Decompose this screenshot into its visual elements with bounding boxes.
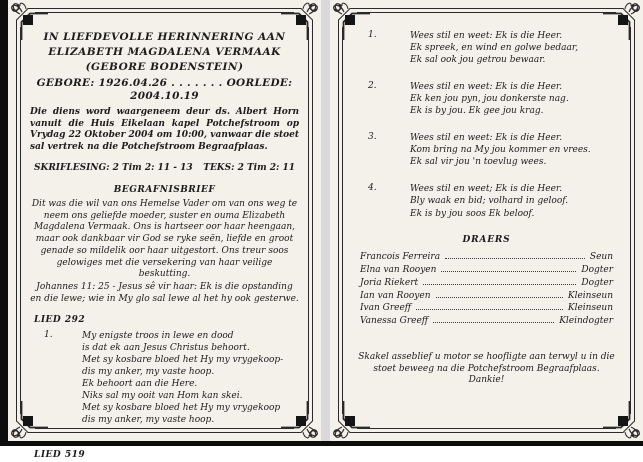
verse-line: Ek is by jou soos Ek beloof. (410, 208, 535, 219)
two-page-spread (8, 0, 643, 461)
verse-line: Met sy kosbare bloed het Hy my vrygekoop- (82, 355, 284, 366)
skriflesing-label: SKRIFLESING: 2 Tim 2: 11 - 13 (34, 162, 193, 173)
scripture-reading-row (30, 163, 299, 175)
pallbearer-row (360, 315, 613, 328)
hymn-verse (352, 132, 621, 168)
verse-line: Niks sal my ooit van Hom kan skei. (82, 391, 243, 402)
title-line-2: ELIZABETH MAGDALENA VERMAAK (48, 46, 281, 59)
verse-number: 3. (368, 132, 377, 143)
pallbearer-name: Vanessa Greeff (360, 316, 429, 327)
verse-lines (410, 132, 591, 168)
pallbearer-name: Francois Ferreira (360, 252, 441, 263)
dotted-leader (423, 284, 576, 285)
verse-number: 4. (368, 183, 377, 194)
verse-line: Wees stil en weet: Ek is die Heer. (410, 31, 563, 41)
dotted-leader (433, 322, 554, 323)
scripture-quote: Johannes 11: 25 - Jesus sê vir haar: Ek is die opstanding en die lewe; wie in My glo sal lewe al het hy ook gesterwe. (30, 281, 299, 304)
pallbearer-row (360, 290, 613, 303)
pallbearer-row (360, 264, 613, 277)
lied-519-heading: LIED 519 (34, 450, 86, 461)
teks-label: TEKS: 2 Tim 2: 11 (203, 162, 295, 173)
verse-line: Wees stil en weet; Ek is die Heer. (410, 184, 563, 195)
dotted-leader (416, 309, 563, 310)
title-line-1: IN LIEFDEVOLLE HERINNERING AAN (43, 31, 286, 43)
hymn-verse (352, 81, 621, 117)
hymn-verse (352, 183, 621, 219)
title-line-3: (GEBORE BODENSTEIN) (85, 61, 244, 74)
verse-line: Ek behoort aan die Here. (82, 379, 198, 390)
verse-line: Ek sal ook jou getrou bewaar. (410, 55, 546, 66)
verse-number: 2. (368, 81, 377, 92)
pallbearer-relation: Kleinseun (567, 303, 613, 314)
verse-line: Ek is by jou. Ek gee jou krag. (410, 106, 544, 117)
pallbearer-row (360, 277, 613, 290)
hymn-verses-list (352, 30, 621, 220)
right-page-content (352, 16, 621, 427)
pallbearer-name: Joria Riekert (360, 277, 419, 288)
verse-line: Ek ken jou pyn, jou donkerste nag. (410, 94, 569, 105)
left-page-content (30, 16, 299, 461)
draers-heading: DRAERS (462, 234, 511, 245)
verse-line: My enigste troos in lewe en dood (82, 330, 234, 341)
verse-line: Bly waak en bid; volhard in geloof. (410, 196, 569, 207)
right-page (330, 0, 643, 441)
lied-292-heading: LIED 292 (34, 315, 86, 326)
verse-line: Wees stil en weet: Ek is die Heer. (410, 133, 563, 144)
pallbearer-relation: Dogter (581, 265, 613, 276)
left-page (8, 0, 321, 461)
pallbearer-relation: Seun (589, 252, 613, 263)
verse-line: Wees stil en weet: Ek is die Heer. (410, 82, 563, 93)
service-details-paragraph: Die diens word waargeneem deur ds. Albert Horn vanuit die Huis Eikelaan kapel Potchefstroom op Vrydag 22 Oktober 2004 om 10:00, vanwaar die stoet sal vertrek na die Potchefstroom Begraafplaas. (30, 106, 299, 152)
verse-number: 1. (368, 30, 377, 40)
birth-death-dates: GEBORE: 1926.04.26 . . . . . . . OORLEDE: 2004.10.19 (36, 76, 293, 103)
verse-line: is dat ek aan Jesus Christus behoort. (82, 342, 250, 353)
dotted-leader (441, 271, 576, 272)
verse-lines (410, 81, 569, 117)
verse-lines (410, 183, 568, 219)
verse-line: Ek sal vir jou 'n toevlug wees. (410, 157, 547, 168)
pallbearer-relation: Kleindogter (559, 316, 613, 327)
verse-line: Met sy kosbare bloed het Hy my vrygekoop (82, 403, 281, 414)
verse-number: 1. (44, 329, 53, 340)
verse-lines (82, 330, 283, 426)
pallbearer-relation: Kleinseun (567, 290, 613, 301)
pallbearer-name: Ian van Rooyen (360, 290, 431, 301)
verse-line: Ek spreek, en wind en golwe bedaar, (410, 43, 579, 54)
headlights-request-paragraph: Skakel asseblief u motor se hoofligte aan terwyl u in die stoet beweeg na die Potchefstroom Begraafplaas. Dankie! (358, 351, 615, 386)
begrafnisbrief-text: Dit was die wil van ons Hemelse Vader om van ons weg te neem ons geliefde moeder, suster en ouma Elizabeth Magdalena Vermaak. Ons is hartseer oor haar heengaan, maar ook dankbaar vir God se ryke seën, liefde en groot genade so mildelik oor haar uitgestort. Ons treur soos gelowiges met die versekering van haar veilige beskutting. (31, 199, 298, 280)
pallbearer-row (360, 302, 613, 315)
memorial-title-block (30, 30, 299, 104)
begrafnisbrief-heading: BEGRAFNISBRIEF (113, 185, 216, 196)
verse-line: Kom bring na My jou kommer en vrees. (410, 145, 591, 156)
verse-line: dis my anker, my vaste hoop. (82, 367, 215, 378)
verse-lines (410, 30, 578, 66)
pallbearer-relation: Dogter (581, 277, 613, 288)
pallbearer-row (360, 251, 613, 264)
hymn-verse (30, 330, 299, 426)
pallbearer-name: Ivan Greeff (360, 303, 412, 314)
pallbearer-list (352, 251, 621, 328)
pallbearer-name: Elna van Rooyen (360, 265, 437, 276)
dotted-leader (436, 297, 563, 298)
verse-line: dis my anker, my vaste hoop. (82, 415, 215, 426)
hymn-verse (352, 30, 621, 66)
dotted-leader (445, 258, 585, 259)
